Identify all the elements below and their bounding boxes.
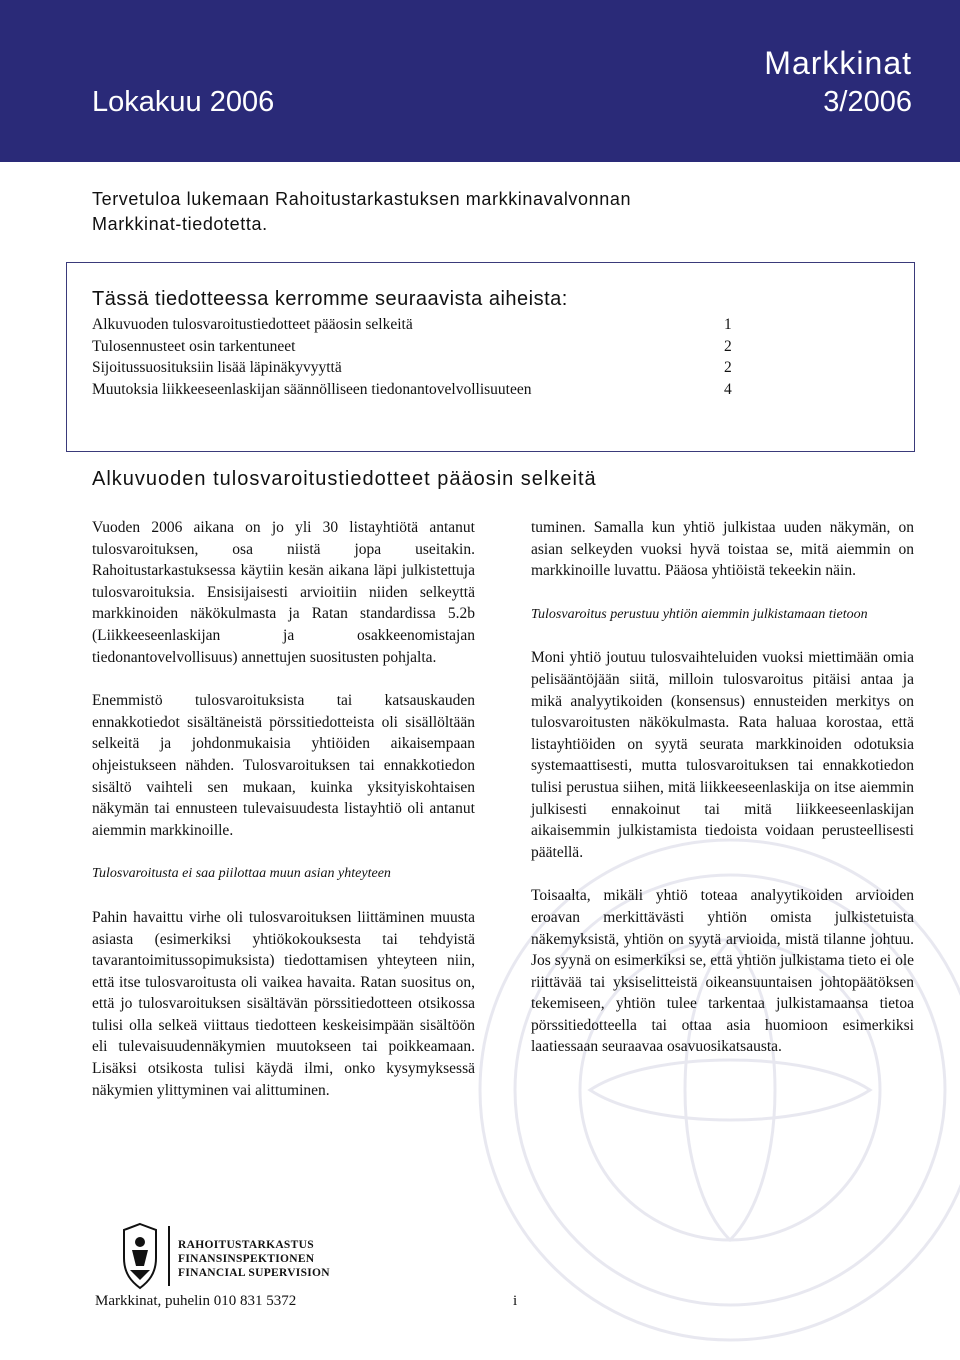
- paragraph: Enemmistö tulosvaroituksista tai katsauskauden ennakkotiedot sisältäneistä pörssitiedotteista oli sisällöltään selkeitä ja johdonmukaisia yhtiöiden aikaisempaan ohjeistukseen nähden. Tulosvaroituksen tai ennakkotiedon sisältö vaihteli sen mukaan, kuinka yksityiskohtaisen näkymän tai ennusteen tulevaisuudesta listayhtiö oli antanut aiemmin markkinoille.: [92, 692, 475, 839]
- article-column-right: [531, 517, 914, 1080]
- toc-heading: Tässä tiedotteessa kerromme seuraavista aiheista:: [92, 288, 568, 310]
- lion-crest-icon: [120, 1222, 160, 1290]
- toc-item-page: 1: [724, 316, 732, 333]
- intro-line-1: Tervetuloa lukemaan Rahoitustarkastuksen markkinavalvonnan: [92, 189, 632, 209]
- toc-item-title: Tulosennusteet osin tarkentuneet: [92, 337, 296, 355]
- publication-title: Markkinat: [764, 45, 912, 81]
- paragraph: tuminen. Samalla kun yhtiö julkistaa uuden näkymän, on asian selkeyden vuoksi hyvä toistaa se, mitä aiemmin on markkinoille luvattu. Pääosa yhtiöistä tekeekin näin.: [531, 519, 914, 580]
- article-title: Alkuvuoden tulosvaroitustiedotteet pääosin selkeitä: [92, 468, 597, 490]
- toc-item-title: Muutoksia liikkeeseenlaskijan säännölliseen tiedonantovelvollisuuteen: [92, 380, 532, 398]
- subheading: Tulosvaroitus perustuu yhtiön aiemmin julkistamaan tietoon: [531, 606, 868, 622]
- footer-contact: Markkinat, puhelin 010 831 5372: [95, 1293, 297, 1309]
- header-banner: [0, 0, 960, 162]
- intro-line-2: Markkinat-tiedotetta.: [92, 214, 268, 234]
- issue-number: 3/2006: [823, 86, 912, 118]
- logo-line-2: FINANSINSPEKTIONEN: [178, 1253, 315, 1265]
- toc-item[interactable]: [92, 357, 732, 379]
- paragraph: Toisaalta, mikäli yhtiö toteaa analyytikoiden arvioiden eroavan merkittävästi yhtiön omista julkistetuista näkemyksistä, yhtiön on syytä arvioida, mistä tilanne johtuu. Jos syynä on esimerkiksi se, että yhtiön julkistama tieto ei ole riittävää tai yksiselitteistä oikeansuuntaisen johtopäätöksen tekemiseen, yhtiön tulee tarkentaa julkistamaansa tietoa pörssitiedotteella tai ottaa asia huomioon esimerkiksi laatiessaan seuraavaa osavuosikatsausta.: [531, 887, 914, 1056]
- logo-line-3: FINANCIAL SUPERVISION: [178, 1267, 330, 1279]
- intro-text: [92, 187, 732, 237]
- toc-item[interactable]: [92, 314, 732, 336]
- subheading: Tulosvaroitusta ei saa piilottaa muun asian yhteyteen: [92, 866, 391, 882]
- toc-list: [92, 314, 732, 400]
- toc-item-page: 4: [724, 380, 732, 398]
- paragraph: Vuoden 2006 aikana on jo yli 30 listayhtiötä antanut tulosvaroituksen, osa niistä jopa useitakin. Rahoitustarkastuksessa käytiin kesän aikana läpi julkistettuja tulosvaroituksia. Ensisijaisesti arvioitiin niiden selkeyttä markkinoiden näkökulmasta ja Ratan standardissa 5.2b (Liikkeeseenlaskijan ja osakkeenomistajan tiedonantovelvollisuus) annettujen suositusten pohjalta.: [92, 519, 475, 666]
- toc-item[interactable]: [92, 336, 732, 358]
- toc-item[interactable]: [92, 379, 732, 401]
- logo-text: [178, 1238, 330, 1280]
- paragraph: Pahin havaittu virhe oli tulosvaroituksen liittäminen muusta asiasta (esimerkiksi yhtiökokouksesta tai tehdyistä tavarantoimitussopimuksista) tiedottamisen yhteyteen niin, että itse tulosvaroitusta oli vaikea havaita. Ratan suositus on, että jo tulosvaroituksen sisältävän pörssitiedotteen otsikossa tulisi olla selkeä viittaus tiedotteen keskeisimpään sisältöön eli tulevaisuudennäkymien muutokseen tai poikkeamaan. Lisäksi otsikosta tulisi käydä ilmi, onko kysymyksessä näkymien ylittyminen vai alittuminen.: [92, 908, 475, 1099]
- paragraph: Moni yhtiö joutuu tulosvaihteluiden vuoksi miettimään omia pelisääntöjään siitä, milloin tulosvaroitus pitäisi antaa ja mikä analyytikoiden (konsensus) ennusteiden merkitys on tulosvaroitusten näkökulmasta. Rata haluaa korostaa, että listayhtiöiden on syytä seurata markkinoiden odotuksia systemaattisesti, mutta tulosvaroituksen tai ennakkotiedon tulisi perustua siihen, mitä liikkeeseenlaskija on itse aiemmin julkisesti ennakoinut tai mitä liikkeeseenlaskijan aikaisemmin julkistamista tiedoista voidaan perusteellisesti päätellä.: [531, 649, 914, 861]
- toc-item-title: Alkuvuoden tulosvaroitustiedotteet pääosin selkeitä: [92, 316, 413, 333]
- logo-line-1: RAHOITUSTARKASTUS: [178, 1239, 314, 1251]
- toc-item-page: 2: [724, 359, 732, 376]
- toc-item-page: 2: [724, 337, 732, 355]
- toc-item-title: Sijoitussuosituksiin lisää läpinäkyvyyttä: [92, 359, 342, 376]
- page-number: i: [513, 1293, 518, 1309]
- issue-date: Lokakuu 2006: [92, 86, 275, 118]
- logo-divider: [168, 1226, 170, 1286]
- article-column-left: [92, 517, 475, 1123]
- table-of-contents: [66, 262, 915, 452]
- organization-logo: [120, 1222, 330, 1292]
